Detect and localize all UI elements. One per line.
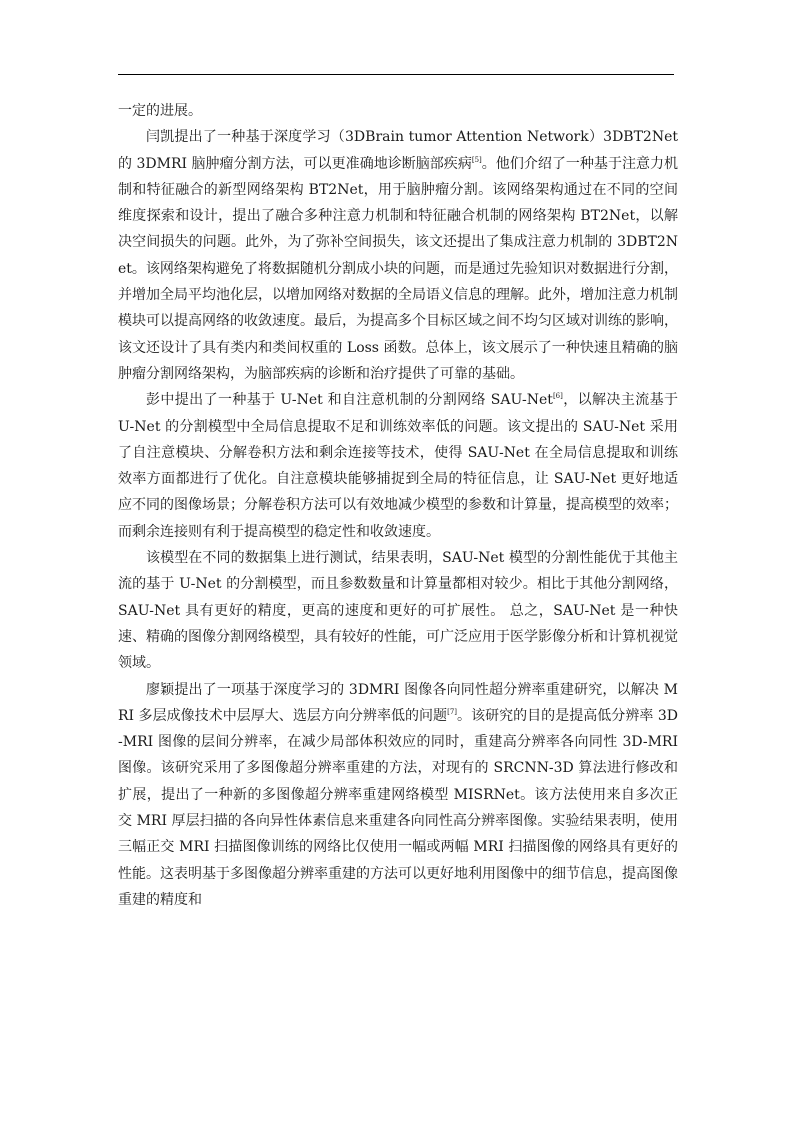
paragraph-3dbt2net [118,124,678,387]
paragraph-continuation [118,98,678,124]
citation-ref[interactable]: [7] [447,707,458,716]
paragraph-sau-net [118,387,678,545]
paragraph-misrnet [118,677,678,914]
paragraph-sau-net-results [118,545,678,676]
page-body [118,98,678,913]
citation-ref[interactable]: [5] [471,155,482,164]
paragraph-text: 一定的进展。 [118,103,202,119]
paragraph-text: ，以解决主流基于 U-Net 的分割模型中全局信息提取不足和训练效率低的问题。该文提出的 SAU-Net 采用了自注意模块、分解卷积方法和剩余连接等技术，使得 SAU-Net 在全局信息提取和训练效率方面都进行了优化。自注意模块能够捕捉到全局的特征信息，让 SAU-Net 更好地适应不同的图像场景；分解卷积方法可以有效地减少模型的参数和计算量，提高模型的效率；而剩余连接则有利于提高模型的稳定性和收敛速度。 [118,392,678,540]
paragraph-text: 。该研究的目的是提高低分辨率 3D-MRI 图像的层间分辨率，在减少局部体积效应的同时，重建高分辨率各向同性 3D-MRI 图像。该研究采用了多图像超分辨率重建的方法，对现有的 SRCNN-3D 算法进行修改和扩展，提出了一种新的多图像超分辨率重建网络模型 MISRNet。该方法使用来自多次正交 MRI 厚层扫描的各向异性体素信息来重建各向同性高分辨率图像。实验结果表明，使用三幅正交 MRI 扫描图像训练的网络比仅使用一幅或两幅 MRI 扫描图像的网络具有更好的性能。这表明基于多图像超分辨率重建的方法可以更好地利用图像中的细节信息，提高图像重建的精度和 [118,707,678,908]
paragraph-text: 。他们介绍了一种基于注意力机制和特征融合的新型网络架构 BT2Net，用于脑肿瘤分割。该网络架构通过在不同的空间维度探索和设计，提出了融合多种注意力机制和特征融合机制的网络架构 BT2Net，以解决空间损失的问题。此外，为了弥补空间损失，该文还提出了集成注意力机制的 3DBT2Net。该网络架构避免了将数据随机分割成小块的问题，而是通过先验知识对数据进行分割，并增加全局平均池化层，以增加网络对数据的全局语义信息的理解。此外，增加注意力机制模块可以提高网络的收敛速度。最后，为提高多个目标区域之间不均匀区域对训练的影响，该文还设计了具有类内和类间权重的 Loss 函数。总体上，该文展示了一种快速且精确的脑肿瘤分割网络架构，为脑部疾病的诊断和治疗提供了可靠的基础。 [118,155,679,382]
paragraph-text: 该模型在不同的数据集上进行测试，结果表明，SAU-Net 模型的分割性能优于其他主流的基于 U-Net 的分割模型，而且参数数量和计算量都相对较少。相比于其他分割网络，SAU-Net 具有更好的精度，更高的速度和更好的可扩展性。 总之，SAU-Net 是一种快速、精确的图像分割网络模型，具有较好的性能，可广泛应用于医学影像分析和计算机视觉领域。 [118,550,678,672]
paragraph-text: 闫凯提出了一种基于深度学习（3DBrain tumor Attention Network）3DBT2Net 的 3DMRI 脑肿瘤分割方法，可以更准确地诊断脑部疾病 [118,129,678,172]
paragraph-text: 彭中提出了一种基于 U-Net 和自注意机制的分割网络 SAU-Net [146,392,553,409]
paragraph-text: 廖颖提出了一项基于深度学习的 3DMRI 图像各向同性超分辨率重建研究，以解决 MRI 多层成像技术中层厚大、选层方向分辨率低的问题 [118,681,678,724]
citation-ref[interactable]: [6] [552,392,563,401]
header-rule [118,74,674,75]
